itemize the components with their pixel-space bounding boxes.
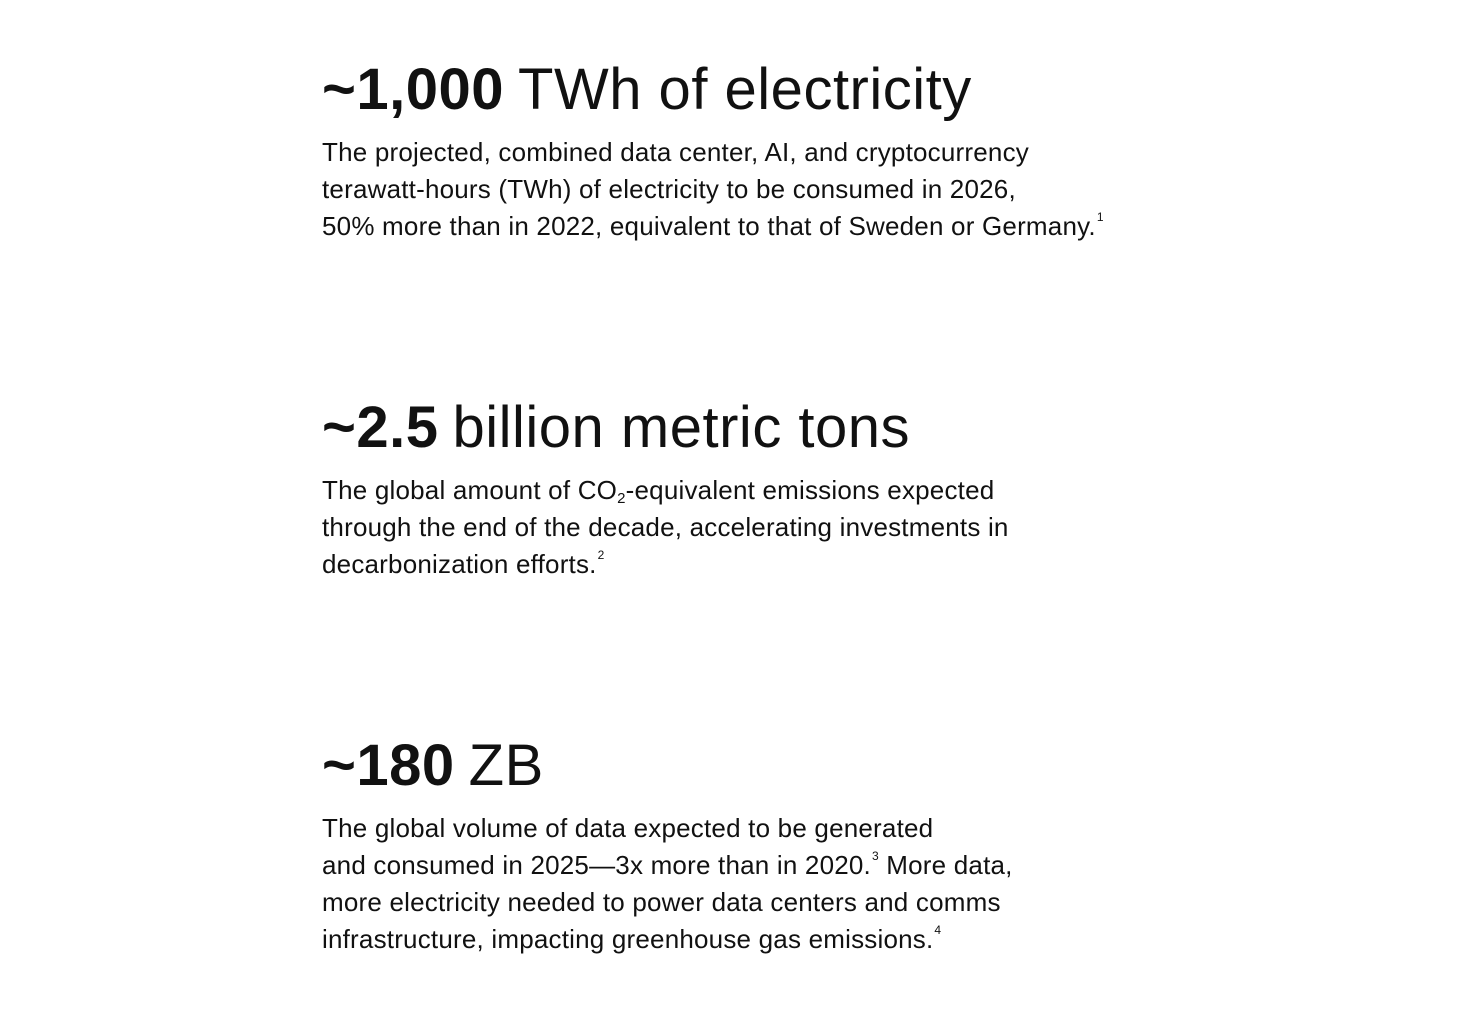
description-line: [322, 546, 1202, 583]
stat-electricity: [322, 56, 1202, 245]
footnote-1[interactable]: 1: [1096, 210, 1104, 224]
description-text: More data,: [878, 850, 1013, 880]
stat-unit: billion metric tons: [452, 395, 911, 460]
stat-description: [322, 134, 1202, 245]
stat-description: [322, 472, 1202, 583]
stat-number: ~2.5: [322, 395, 439, 460]
stat-description: [322, 810, 1202, 958]
description-line: [322, 921, 1202, 958]
stat-heading: [322, 56, 1202, 124]
stat-heading: [322, 732, 1202, 800]
description-line: terawatt-hours (TWh) of electricity to be consumed in 2026,: [322, 174, 1016, 204]
stat-data-volume: [322, 732, 1202, 958]
description-text: infrastructure, impacting greenhouse gas emissions.: [322, 924, 934, 954]
footnote-4[interactable]: 4: [934, 923, 942, 937]
description-line: The global volume of data expected to be generated: [322, 813, 934, 843]
description-line: more electricity needed to power data centers and comms: [322, 887, 1001, 917]
stat-unit: ZB: [468, 733, 544, 798]
description-text: 50% more than in 2022, equivalent to that of Sweden or Germany.: [322, 211, 1096, 241]
footnote-2[interactable]: 2: [597, 548, 605, 562]
stat-unit: TWh of electricity: [518, 57, 972, 122]
footnote-3[interactable]: 3: [871, 849, 879, 863]
description-line: [322, 208, 1202, 245]
description-text: -equivalent emissions expected: [625, 475, 995, 505]
subscript-2: 2: [617, 490, 626, 507]
description-line: The projected, combined data center, AI, and cryptocurrency: [322, 137, 1029, 167]
stat-number: ~180: [322, 733, 455, 798]
description-line: through the end of the decade, accelerating investments in: [322, 512, 1009, 542]
description-line: [322, 472, 1202, 509]
description-line: [322, 847, 1202, 884]
stat-number: ~1,000: [322, 57, 505, 122]
stat-emissions: [322, 394, 1202, 583]
description-text: and consumed in 2025—3x more than in 2020.: [322, 850, 871, 880]
description-text: The global amount of CO: [322, 475, 618, 505]
description-text: decarbonization efforts.: [322, 549, 597, 579]
stat-heading: [322, 394, 1202, 462]
